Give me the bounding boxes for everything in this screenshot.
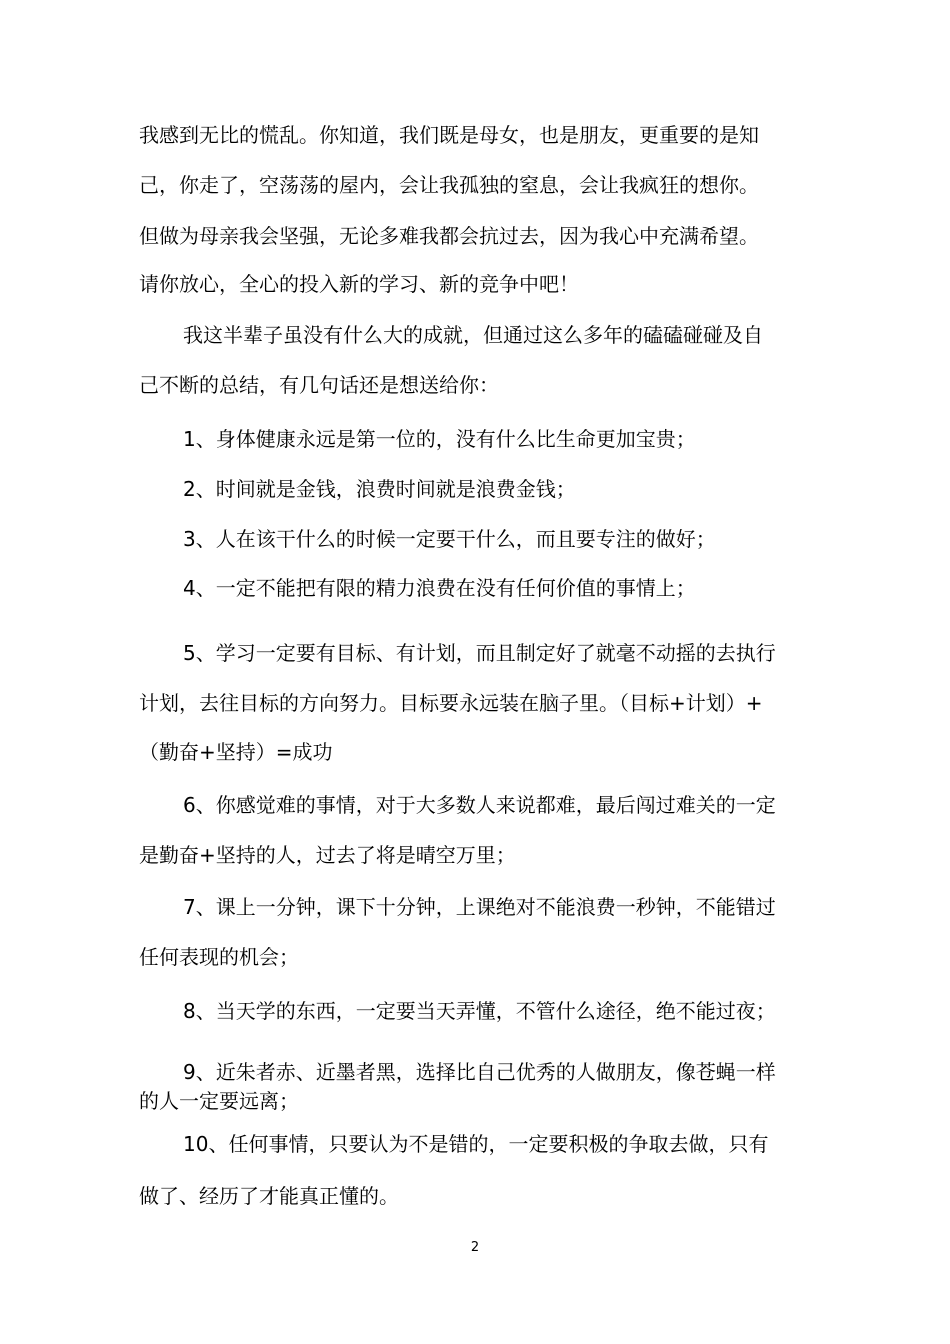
text-line: 己，你走了，空荡荡的屋内，会让我孤独的窒息，会让我疯狂的想你。	[139, 173, 759, 197]
list-item-6: 6、你感觉难的事情，对于大多数人来说都难，最后闯过难关的一定	[183, 793, 776, 817]
list-item-6-continued: 是勤奋+坚持的人，过去了将是晴空万里；	[139, 843, 516, 867]
list-item-4: 4、一定不能把有限的精力浪费在没有任何价值的事情上；	[183, 576, 696, 600]
list-item-8: 8、当天学的东西，一定要当天弄懂，不管什么途径，绝不能过夜；	[183, 999, 776, 1023]
text-line: 己不断的总结，有几句话还是想送给你：	[139, 373, 499, 397]
text-line: 但做为母亲我会坚强，无论多难我都会抗过去，因为我心中充满希望。	[139, 224, 759, 248]
list-item-10: 10、任何事情，只要认为不是错的，一定要积极的争取去做，只有	[183, 1132, 769, 1156]
list-item-7: 7、课上一分钟，课下十分钟，上课绝对不能浪费一秒钟，不能错过	[183, 895, 776, 919]
paragraph-first-line: 我这半辈子虽没有什么大的成就，但通过这么多年的磕磕碰碰及自	[183, 323, 763, 347]
list-item-5-continued: （勤奋+坚持）=成功	[139, 740, 333, 764]
list-item-7-continued: 任何表现的机会；	[139, 945, 299, 969]
list-item-9: 9、近朱者赤、近墨者黑，选择比自己优秀的人做朋友，像苍蝇一样	[183, 1060, 776, 1084]
list-item-1: 1、身体健康永远是第一位的，没有什么比生命更加宝贵；	[183, 427, 696, 451]
list-item-3: 3、人在该干什么的时候一定要干什么，而且要专注的做好；	[183, 527, 716, 551]
text-line: 请你放心，全心的投入新的学习、新的竞争中吧！	[139, 272, 579, 296]
list-item-9-continued: 的人一定要远离；	[139, 1089, 299, 1113]
list-item-2: 2、时间就是金钱，浪费时间就是浪费金钱；	[183, 477, 576, 501]
list-item-5: 5、学习一定要有目标、有计划，而且制定好了就毫不动摇的去执行	[183, 641, 776, 665]
list-item-10-continued: 做了、经历了才能真正懂的。	[139, 1184, 399, 1208]
list-item-5-continued: 计划，去往目标的方向努力。目标要永远装在脑子里。（目标+计划）+	[139, 691, 763, 715]
page-number: 2	[470, 1240, 480, 1255]
text-line: 我感到无比的慌乱。你知道，我们既是母女，也是朋友，更重要的是知	[139, 123, 759, 147]
